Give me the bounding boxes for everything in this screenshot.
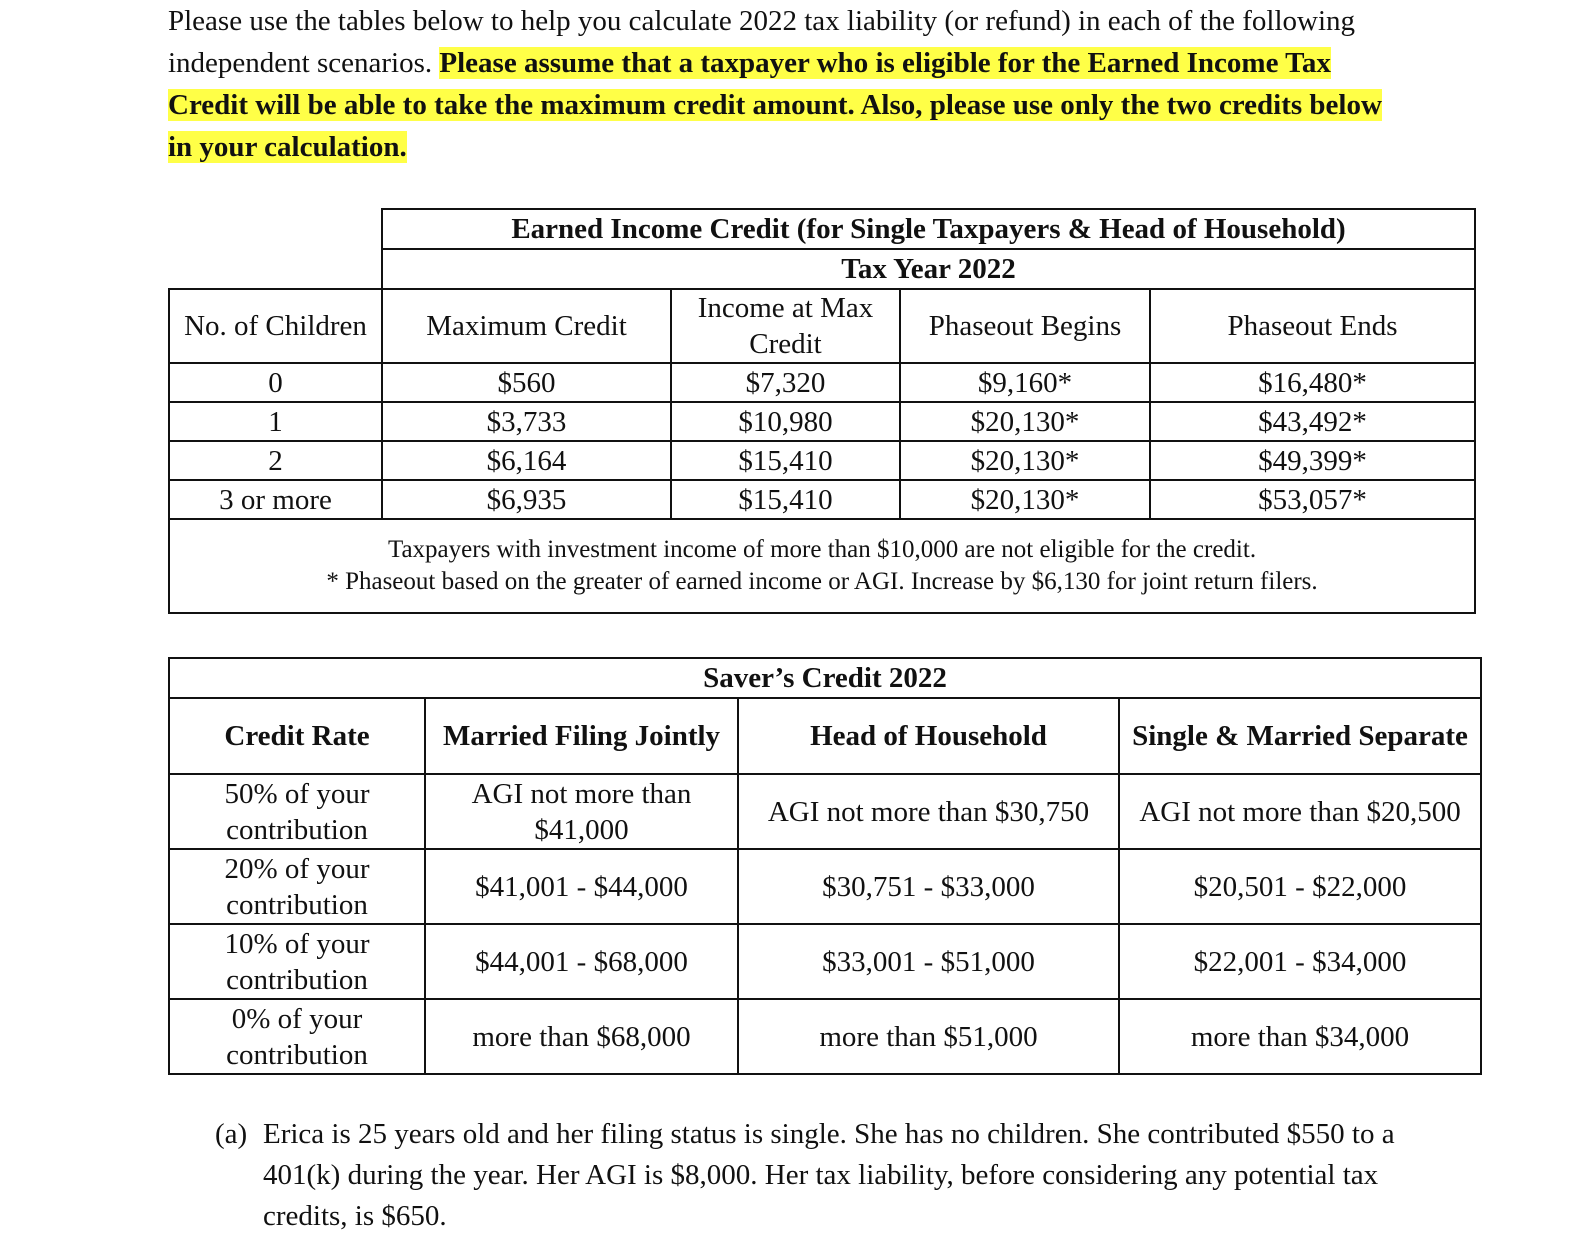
- savers-cell: $22,001 - $34,000: [1119, 924, 1481, 999]
- eic-cell: 2: [169, 441, 382, 480]
- eic-cell: $16,480*: [1150, 363, 1475, 402]
- table-row: [169, 402, 1475, 441]
- savers-rate-cell: 50% of your contribution: [169, 774, 425, 849]
- question-text: Erica is 25 years old and her filing status is single. She has no children. She contributed $550 to a 401(k) during the year. Her AGI is $8,000. Her tax liability, before considering any potential tax credits, is $650.: [263, 1118, 1395, 1232]
- eic-header-row: [169, 289, 1475, 363]
- eic-cell: $20,130*: [900, 480, 1150, 519]
- eic-header-cell: Maximum Credit: [382, 289, 671, 363]
- eic-cell: 1: [169, 402, 382, 441]
- eic-cell: $43,492*: [1150, 402, 1475, 441]
- savers-header-cell: Head of Household: [738, 698, 1119, 774]
- savers-cell: more than $51,000: [738, 999, 1119, 1074]
- savers-credit-table: [168, 657, 1482, 1075]
- question-a: [215, 1114, 1415, 1237]
- eic-cell: $10,980: [671, 402, 900, 441]
- savers-cell: $44,001 - $68,000: [425, 924, 738, 999]
- eic-cell: $53,057*: [1150, 480, 1475, 519]
- savers-title: Saver’s Credit 2022: [169, 658, 1481, 698]
- eic-subtitle: Tax Year 2022: [382, 249, 1475, 289]
- table-row: [169, 999, 1481, 1074]
- table-row: [169, 924, 1481, 999]
- earned-income-credit-table: [168, 208, 1476, 614]
- eic-cell: $15,410: [671, 480, 900, 519]
- savers-rate-cell: 20% of your contribution: [169, 849, 425, 924]
- eic-cell: $20,130*: [900, 402, 1150, 441]
- instructions-text: Please use the tables below to help you calculate 2022 tax liability (or refund) in each of the following independent scenarios.: [168, 5, 1356, 79]
- table-row: [169, 363, 1475, 402]
- instructions-paragraph: [168, 0, 1388, 168]
- eic-title: Earned Income Credit (for Single Taxpayers & Head of Household): [382, 209, 1475, 249]
- eic-cell: 3 or more: [169, 480, 382, 519]
- savers-cell: more than $34,000: [1119, 999, 1481, 1074]
- savers-header-cell: Single & Married Separate: [1119, 698, 1481, 774]
- savers-header-row: [169, 698, 1481, 774]
- eic-cell: $6,164: [382, 441, 671, 480]
- eic-cell: 0: [169, 363, 382, 402]
- table-row: [169, 774, 1481, 849]
- savers-cell: AGI not more than $20,500: [1119, 774, 1481, 849]
- eic-header-cell: Phaseout Begins: [900, 289, 1150, 363]
- eic-cell: $7,320: [671, 363, 900, 402]
- table-row: [169, 441, 1475, 480]
- savers-cell: $41,001 - $44,000: [425, 849, 738, 924]
- eic-cell: $3,733: [382, 402, 671, 441]
- eic-cell: $560: [382, 363, 671, 402]
- eic-header-cell: Income at Max Credit: [671, 289, 900, 363]
- savers-rate-cell: 10% of your contribution: [169, 924, 425, 999]
- savers-rate-cell: 0% of your contribution: [169, 999, 425, 1074]
- savers-cell: AGI not more than $41,000: [425, 774, 738, 849]
- eic-cell: $15,410: [671, 441, 900, 480]
- savers-header-cell: Credit Rate: [169, 698, 425, 774]
- savers-header-cell: Married Filing Jointly: [425, 698, 738, 774]
- eic-cell: $49,399*: [1150, 441, 1475, 480]
- savers-cell: AGI not more than $30,750: [738, 774, 1119, 849]
- eic-note-investment: Taxpayers with investment income of more than $10,000 are not eligible for the credit.: [387, 536, 1257, 563]
- savers-cell: $30,751 - $33,000: [738, 849, 1119, 924]
- table-row: [169, 480, 1475, 519]
- savers-cell: $20,501 - $22,000: [1119, 849, 1481, 924]
- eic-footnote: [169, 519, 1475, 613]
- question-label: (a): [215, 1118, 248, 1150]
- eic-cell: $6,935: [382, 480, 671, 519]
- savers-cell: $33,001 - $51,000: [738, 924, 1119, 999]
- eic-note-phaseout: * Phaseout based on the greater of earned income or AGI. Increase by $6,130 for joint return filers.: [326, 568, 1318, 595]
- eic-header-cell: No. of Children: [169, 289, 382, 363]
- table-row: [169, 849, 1481, 924]
- eic-header-cell: Phaseout Ends: [1150, 289, 1475, 363]
- eic-cell: $20,130*: [900, 441, 1150, 480]
- instructions-highlighted-text: Please assume that a taxpayer who is eligible for the Earned Income Tax Credit will be able to take the maximum credit amount. Also, please use only the two credits below in your calculation.: [168, 47, 1382, 163]
- savers-cell: more than $68,000: [425, 999, 738, 1074]
- eic-cell: $9,160*: [900, 363, 1150, 402]
